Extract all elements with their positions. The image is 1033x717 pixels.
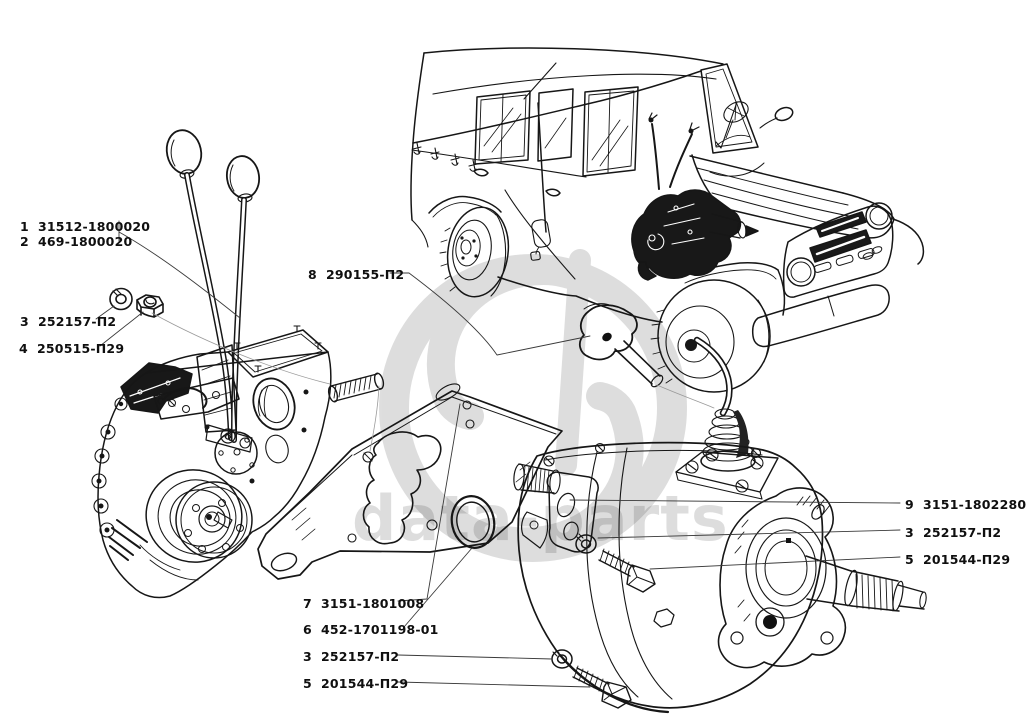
part-label-number: 3: [303, 649, 312, 664]
part-label-code: 3151-1802280: [923, 497, 1027, 512]
front-wheel: [651, 263, 784, 392]
mirror: [773, 105, 794, 122]
drain-plug: [654, 609, 674, 627]
part-label-number: 4: [19, 341, 28, 356]
part-label-code: 290155-П2: [326, 267, 405, 282]
part-label-number: 6: [303, 622, 312, 637]
part-label-number: 3: [905, 525, 914, 540]
output-drum: [136, 459, 253, 573]
part-label-code: 252157-П2: [321, 649, 400, 664]
part-label-number: 5: [905, 552, 914, 567]
lever-knob: [163, 127, 205, 177]
part-label-code: 201544-П29: [321, 676, 409, 691]
part-label-code: 469-1800020: [38, 234, 133, 249]
door-handle: [546, 189, 560, 196]
bumper: [753, 285, 889, 346]
canvas-hooks: [413, 143, 477, 171]
part-label-number: 5: [303, 676, 312, 691]
watermark-text: data-parts: [352, 482, 729, 555]
transfer-case-assembly-drawing: [92, 127, 331, 598]
door-handle: [474, 169, 488, 176]
part-label-number: 1: [20, 219, 29, 234]
shaft-splines: [856, 574, 893, 611]
part-label-number: 7: [303, 596, 312, 611]
stud-part: [327, 372, 385, 403]
side-windows: [475, 87, 638, 176]
part-label-code: 252157-П2: [923, 525, 1002, 540]
front-grille: [753, 203, 924, 347]
part-label-code: 250515-П29: [37, 341, 125, 356]
part-label-code: 252157-П2: [38, 314, 117, 329]
bearing-opening: [247, 373, 301, 435]
bolt-part: [599, 549, 655, 592]
installed-transfer-case: [632, 113, 758, 280]
windshield: [701, 64, 758, 153]
part-label-code: 452-1701198-01: [321, 622, 439, 637]
output-flange: [719, 488, 928, 668]
part-label-code: 201544-П29: [923, 552, 1011, 567]
part-label-number: 8: [308, 267, 317, 282]
part-label-number: 2: [20, 234, 29, 249]
part-label-code: 3151-1801008: [321, 596, 425, 611]
part-label-number: 3: [20, 314, 29, 329]
part-label-code: 31512-1800020: [38, 219, 151, 234]
part-label-number: 9: [905, 497, 914, 512]
